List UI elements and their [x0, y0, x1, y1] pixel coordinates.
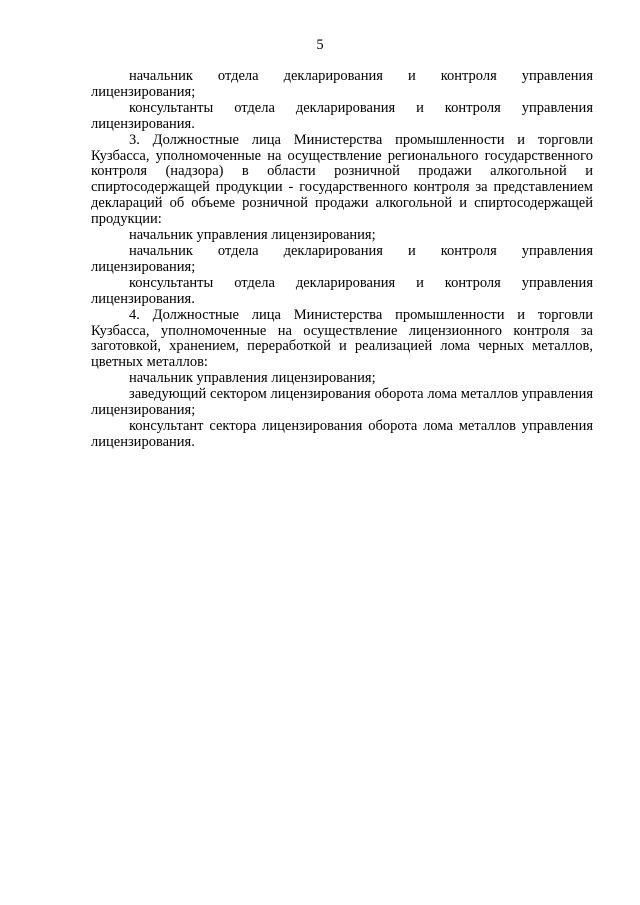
- list-item: начальник отдела декларирования и контроля управления лицензирования;: [91, 68, 593, 100]
- list-item: консультанты отдела декларирования и контроля управления лицензирования.: [91, 99, 593, 132]
- page-number: 5: [316, 37, 324, 53]
- list-item: консультант сектора лицензирования оборота лома металлов управления лицензирования.: [91, 417, 593, 450]
- list-item: заведующий сектором лицензирования оборота лома металлов управления лицензирования;: [91, 386, 593, 419]
- document-body: [91, 69, 593, 451]
- list-item: начальник отдела декларирования и контроля управления лицензирования;: [91, 242, 593, 275]
- section-paragraph: 3. Должностные лица Министерства промышленности и торговли Кузбасса, уполномоченные на осуществление регионального государственного контроля (надзора) в области розничной продажи алкогольной и спиртосодержащей продукции - государственного контроля за представлением деклараций об объеме розничной продажи алкогольной и спиртосодержащей продукции:: [91, 131, 593, 228]
- section-paragraph: 4. Должностные лица Министерства промышленности и торговли Кузбасса, уполномоченные на осуществление лицензионного контроля за заготовкой, хранением, переработкой и реализацией лома черных металлов, цветных металлов:: [91, 306, 593, 371]
- list-item: начальник управления лицензирования;: [129, 227, 376, 244]
- list-item: консультанты отдела декларирования и контроля управления лицензирования.: [91, 274, 593, 307]
- list-item: начальник управления лицензирования;: [129, 370, 376, 387]
